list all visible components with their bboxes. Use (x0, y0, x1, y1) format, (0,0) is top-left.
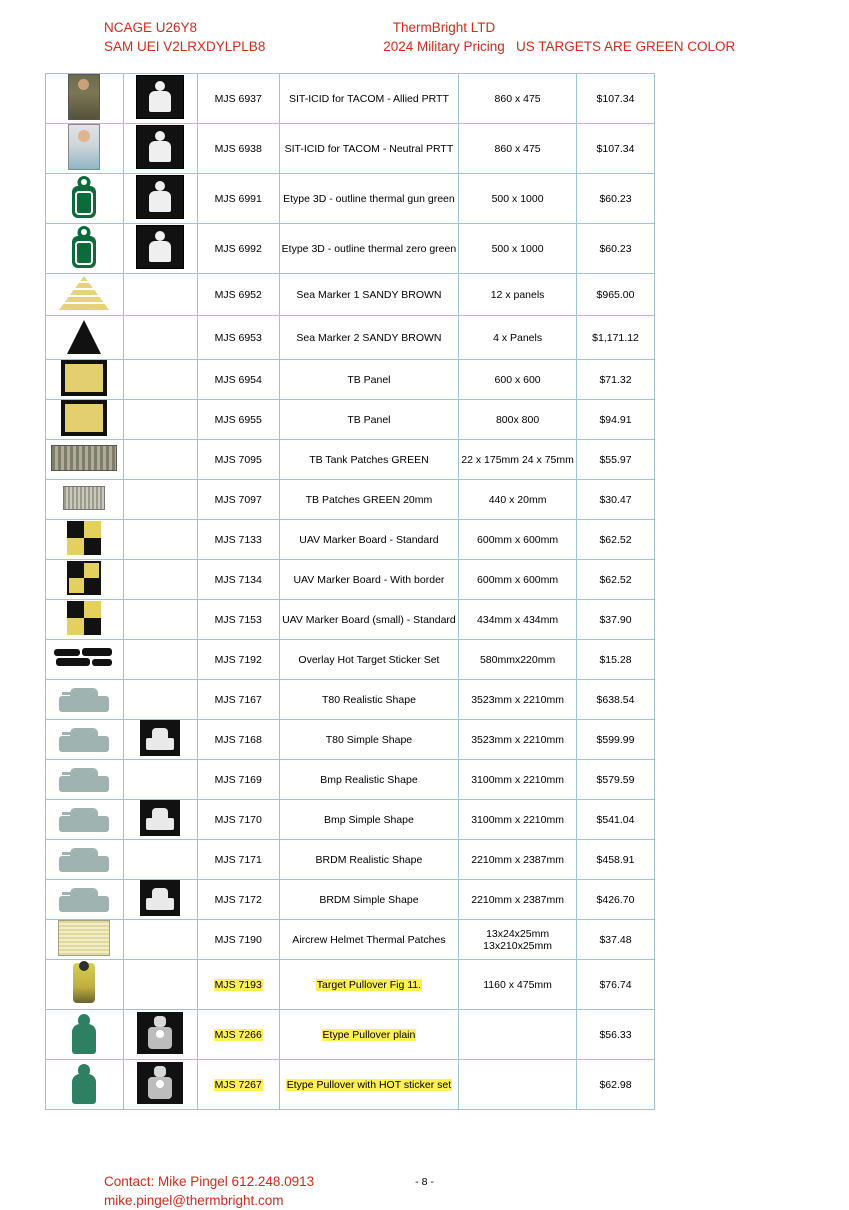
product-image-primary (46, 440, 124, 480)
uav-board-icon (67, 601, 101, 635)
product-price-cell: $94.91 (577, 400, 655, 440)
table-row (46, 560, 655, 600)
product-code-cell: MJS 7171 (197, 840, 279, 880)
product-image-thermal (123, 316, 197, 360)
header-center-block (369, 18, 519, 56)
product-description-cell: Overlay Hot Target Sticker Set (279, 640, 458, 680)
product-description-cell: Bmp Realistic Shape (279, 760, 458, 800)
product-price-cell: $15.28 (577, 640, 655, 680)
product-size-cell: 4 x Panels (459, 316, 577, 360)
page-number: - 8 - (415, 1176, 434, 1188)
product-price-cell: $62.52 (577, 560, 655, 600)
pullover-green-icon (69, 1010, 99, 1056)
thermal-etype-icon (136, 175, 184, 219)
thermal-etype-icon (136, 225, 184, 269)
product-image-thermal (123, 560, 197, 600)
product-code-cell: MJS 7172 (197, 880, 279, 920)
overlay-sticker-set-icon (52, 647, 116, 669)
pricing-table (45, 73, 655, 1110)
vehicle-shape-icon (56, 800, 112, 836)
table-row (46, 760, 655, 800)
pricing-table-wrapper (45, 73, 655, 1110)
tb-panel-icon (61, 400, 107, 436)
vehicle-shape-icon (56, 680, 112, 716)
product-image-thermal (123, 274, 197, 316)
pullover-green-icon (69, 1060, 99, 1106)
table-row (46, 360, 655, 400)
product-size-cell: 3100mm x 2210mm (459, 760, 577, 800)
vehicle-thermal-icon (140, 800, 180, 836)
product-description-cell: SIT-ICID for TACOM - Allied PRTT (279, 74, 458, 124)
product-description-cell: Etype 3D - outline thermal gun green (279, 174, 458, 224)
pricing-table-body (46, 74, 655, 1110)
tank-patches-icon (51, 445, 117, 471)
table-row (46, 720, 655, 760)
product-image-thermal (123, 720, 197, 760)
product-code-cell (197, 960, 279, 1010)
table-row (46, 960, 655, 1010)
product-image-primary (46, 600, 124, 640)
product-image-thermal (123, 1010, 197, 1060)
table-row (46, 920, 655, 960)
product-code: MJS 7193 (214, 978, 262, 991)
product-code-cell: MJS 6953 (197, 316, 279, 360)
table-row (46, 840, 655, 880)
product-image-primary (46, 520, 124, 560)
helmet-patches-icon (58, 920, 110, 956)
product-code-cell: MJS 7169 (197, 760, 279, 800)
product-image-primary (46, 480, 124, 520)
header-left-block (104, 18, 265, 56)
product-image-primary (46, 1010, 124, 1060)
table-row (46, 640, 655, 680)
product-code: MJS 7266 (214, 1028, 262, 1041)
product-image-primary (46, 316, 124, 360)
product-description-cell: SIT-ICID for TACOM - Neutral PRTT (279, 124, 458, 174)
product-description-cell: TB Panel (279, 360, 458, 400)
vehicle-shape-icon (56, 720, 112, 756)
product-image-primary (46, 800, 124, 840)
product-image-primary (46, 360, 124, 400)
product-code-cell: MJS 6991 (197, 174, 279, 224)
company-name: ThermBright LTD (392, 20, 496, 35)
product-price-cell: $37.48 (577, 920, 655, 960)
product-image-thermal (123, 880, 197, 920)
product-image-thermal (123, 74, 197, 124)
product-image-primary (46, 920, 124, 960)
sam-uei-line: SAM UEI V2LRXDYLPLB8 (104, 39, 266, 54)
thermal-figure-icon (136, 75, 184, 119)
pricing-year: 2024 Military Pricing (383, 39, 505, 54)
product-image-thermal (123, 760, 197, 800)
table-row (46, 316, 655, 360)
product-image-thermal (123, 960, 197, 1010)
etype-green-icon (69, 224, 99, 270)
product-image-thermal (123, 920, 197, 960)
product-image-thermal (123, 600, 197, 640)
product-size-cell (459, 1060, 577, 1110)
product-price-cell: $30.47 (577, 480, 655, 520)
product-code-cell: MJS 7134 (197, 560, 279, 600)
product-price-cell: $60.23 (577, 174, 655, 224)
photo-soldier-icon (68, 74, 100, 120)
ncage-line: NCAGE U26Y8 (104, 20, 198, 35)
product-size-cell: 500 x 1000 (459, 224, 577, 274)
product-description-cell (279, 1010, 458, 1060)
product-image-thermal (123, 800, 197, 840)
product-description-cell: Sea Marker 2 SANDY BROWN (279, 316, 458, 360)
table-row (46, 1060, 655, 1110)
product-price-cell: $76.74 (577, 960, 655, 1010)
product-image-thermal (123, 520, 197, 560)
product-price-cell: $965.00 (577, 274, 655, 316)
product-size-cell: 12 x panels (459, 274, 577, 316)
product-code-cell: MJS 7192 (197, 640, 279, 680)
table-row (46, 440, 655, 480)
product-description-cell: Aircrew Helmet Thermal Patches (279, 920, 458, 960)
product-description-cell: UAV Marker Board - Standard (279, 520, 458, 560)
product-description-cell: TB Panel (279, 400, 458, 440)
product-code: MJS 7267 (214, 1078, 262, 1091)
product-price-cell: $1,171.12 (577, 316, 655, 360)
product-image-primary (46, 640, 124, 680)
product-image-thermal (123, 360, 197, 400)
product-code-cell (197, 1010, 279, 1060)
product-size-cell (459, 1010, 577, 1060)
product-size-cell: 2210mm x 2387mm (459, 880, 577, 920)
product-description-cell: T80 Simple Shape (279, 720, 458, 760)
product-size-cell: 500 x 1000 (459, 174, 577, 224)
product-code-cell: MJS 7133 (197, 520, 279, 560)
table-row (46, 520, 655, 560)
product-description-cell: BRDM Realistic Shape (279, 840, 458, 880)
product-description-cell (279, 1060, 458, 1110)
table-row (46, 680, 655, 720)
sea-marker-1-icon (57, 274, 111, 312)
product-size-cell: 434mm x 434mm (459, 600, 577, 640)
product-description: Etype Pullover with HOT sticker set (286, 1078, 452, 1091)
vehicle-shape-icon (56, 880, 112, 916)
product-price-cell: $458.91 (577, 840, 655, 880)
product-description-cell: TB Tank Patches GREEN (279, 440, 458, 480)
product-price-cell: $71.32 (577, 360, 655, 400)
product-size-cell: 3100mm x 2210mm (459, 800, 577, 840)
product-image-primary (46, 224, 124, 274)
product-code-cell: MJS 7167 (197, 680, 279, 720)
product-image-thermal (123, 440, 197, 480)
table-row (46, 800, 655, 840)
product-code-cell: MJS 7097 (197, 480, 279, 520)
product-description-cell: T80 Realistic Shape (279, 680, 458, 720)
fig-pullover-icon (69, 960, 99, 1006)
product-image-primary (46, 560, 124, 600)
etype-green-icon (69, 174, 99, 220)
product-image-thermal (123, 1060, 197, 1110)
vehicle-thermal-icon (140, 720, 180, 756)
product-image-primary (46, 274, 124, 316)
product-code-cell: MJS 6955 (197, 400, 279, 440)
product-image-primary (46, 960, 124, 1010)
product-image-primary (46, 400, 124, 440)
thermal-figure-icon (136, 125, 184, 169)
product-price-cell: $37.90 (577, 600, 655, 640)
vehicle-thermal-icon (140, 880, 180, 916)
product-size-cell: 600mm x 600mm (459, 560, 577, 600)
product-image-thermal (123, 840, 197, 880)
etype-hot-icon (137, 1012, 183, 1054)
vehicle-shape-icon (56, 760, 112, 796)
product-description-cell (279, 960, 458, 1010)
product-size-cell: 3523mm x 2210mm (459, 680, 577, 720)
product-image-primary (46, 680, 124, 720)
table-row (46, 124, 655, 174)
product-description-cell: UAV Marker Board (small) - Standard (279, 600, 458, 640)
contact-phone-line: Contact: Mike Pingel 612.248.0913 (104, 1174, 315, 1189)
product-size-cell: 860 x 475 (459, 74, 577, 124)
table-row (46, 1010, 655, 1060)
uav-board-border-icon (67, 561, 101, 595)
table-row (46, 274, 655, 316)
product-code-cell: MJS 7190 (197, 920, 279, 960)
product-size-cell: 600mm x 600mm (459, 520, 577, 560)
table-row (46, 600, 655, 640)
product-image-primary (46, 840, 124, 880)
table-row (46, 400, 655, 440)
product-image-thermal (123, 224, 197, 274)
product-size-cell: 860 x 475 (459, 124, 577, 174)
product-size-cell: 600 x 600 (459, 360, 577, 400)
product-description-cell: Sea Marker 1 SANDY BROWN (279, 274, 458, 316)
table-row (46, 224, 655, 274)
product-code-cell: MJS 6954 (197, 360, 279, 400)
product-code-cell (197, 1060, 279, 1110)
product-image-primary (46, 760, 124, 800)
product-code-cell: MJS 6937 (197, 74, 279, 124)
product-image-thermal (123, 680, 197, 720)
sea-marker-2-icon (61, 316, 107, 356)
table-row (46, 480, 655, 520)
table-row (46, 174, 655, 224)
product-price-cell: $55.97 (577, 440, 655, 480)
contact-email-line[interactable]: mike.pingel@thermbright.com (104, 1193, 284, 1208)
product-size-cell: 3523mm x 2210mm (459, 720, 577, 760)
vehicle-shape-icon (56, 840, 112, 876)
product-description: Etype Pullover plain (322, 1028, 416, 1041)
product-size-cell: 800x 800 (459, 400, 577, 440)
patches-20mm-icon (63, 486, 105, 510)
product-code-cell: MJS 7153 (197, 600, 279, 640)
product-price-cell: $579.59 (577, 760, 655, 800)
product-description-cell: UAV Marker Board - With border (279, 560, 458, 600)
product-description-cell: TB Patches GREEN 20mm (279, 480, 458, 520)
product-price-cell: $599.99 (577, 720, 655, 760)
product-size-cell: 2210mm x 2387mm (459, 840, 577, 880)
product-size-cell: 22 x 175mm 24 x 75mm (459, 440, 577, 480)
product-size-cell: 1160 x 475mm (459, 960, 577, 1010)
table-row (46, 74, 655, 124)
product-description-cell: Bmp Simple Shape (279, 800, 458, 840)
product-price-cell: $60.23 (577, 224, 655, 274)
product-image-thermal (123, 640, 197, 680)
product-description-cell: Etype 3D - outline thermal zero green (279, 224, 458, 274)
product-image-primary (46, 74, 124, 124)
product-image-primary (46, 880, 124, 920)
product-image-thermal (123, 480, 197, 520)
product-size-cell: 580mmx220mm (459, 640, 577, 680)
etype-hot-icon (137, 1062, 183, 1104)
product-code-cell: MJS 6952 (197, 274, 279, 316)
product-price-cell: $638.54 (577, 680, 655, 720)
product-image-thermal (123, 174, 197, 224)
product-price-cell: $56.33 (577, 1010, 655, 1060)
product-price-cell: $426.70 (577, 880, 655, 920)
product-code-cell: MJS 6938 (197, 124, 279, 174)
product-image-primary (46, 174, 124, 224)
product-code-cell: MJS 7170 (197, 800, 279, 840)
product-code-cell: MJS 6992 (197, 224, 279, 274)
uav-board-icon (67, 521, 101, 555)
page-header (0, 18, 849, 62)
product-description: Target Pullover Fig 11. (316, 978, 422, 991)
product-price-cell: $107.34 (577, 74, 655, 124)
product-price-cell: $107.34 (577, 124, 655, 174)
header-note: US TARGETS ARE GREEN COLOR (516, 39, 736, 54)
product-code-cell: MJS 7168 (197, 720, 279, 760)
product-price-cell: $62.98 (577, 1060, 655, 1110)
tb-panel-icon (61, 360, 107, 396)
product-size-cell: 440 x 20mm (459, 480, 577, 520)
product-code-cell: MJS 7095 (197, 440, 279, 480)
product-price-cell: $541.04 (577, 800, 655, 840)
product-size-cell: 13x24x25mm 13x210x25mm (459, 920, 577, 960)
product-image-primary (46, 1060, 124, 1110)
product-price-cell: $62.52 (577, 520, 655, 560)
product-image-primary (46, 124, 124, 174)
product-image-thermal (123, 124, 197, 174)
table-row (46, 880, 655, 920)
photo-civilian-icon (68, 124, 100, 170)
product-image-thermal (123, 400, 197, 440)
product-image-primary (46, 720, 124, 760)
product-description-cell: BRDM Simple Shape (279, 880, 458, 920)
